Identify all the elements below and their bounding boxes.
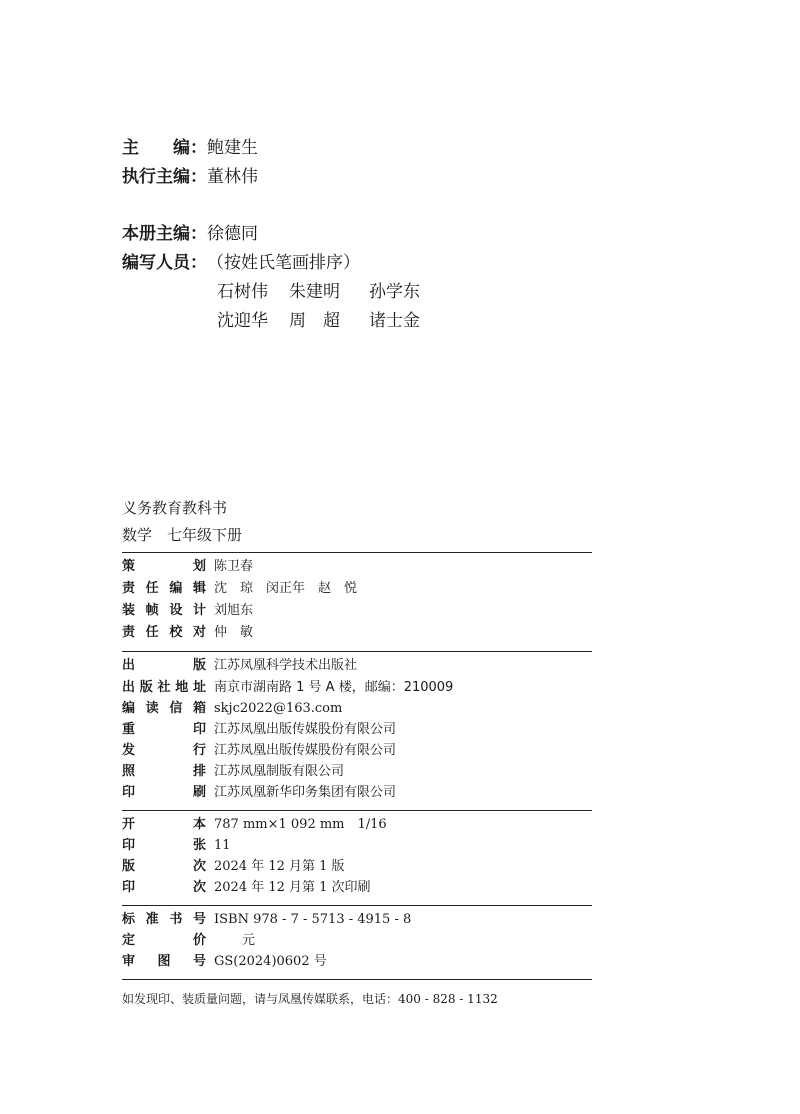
colophon-value: 沈 琼 闵正年 赵 悦 xyxy=(214,581,358,596)
colophon-key xyxy=(122,557,206,577)
colophon-key xyxy=(122,601,206,621)
chief-editor-name: 鲍建生 xyxy=(207,138,258,158)
colophon-key-text xyxy=(122,878,206,898)
colophon-key-char: 号 xyxy=(192,954,206,969)
writer-name: 孙学东 xyxy=(369,282,420,302)
writer-name: 诸士金 xyxy=(369,311,420,331)
colophon-key-char: 印 xyxy=(122,880,136,895)
colophon-key-char: 设 xyxy=(169,603,183,618)
colophon-key-char: 准 xyxy=(145,912,159,927)
colophon-key-char: 任 xyxy=(145,581,159,596)
colophon-key-char: 址 xyxy=(192,680,206,695)
colophon-key xyxy=(122,699,206,719)
colophon-key-char: 策 xyxy=(122,559,136,574)
executive-editor-name: 董林伟 xyxy=(207,167,258,187)
colophon-key xyxy=(122,656,206,676)
colophon-key xyxy=(122,952,206,972)
colophon-key-char: 责 xyxy=(122,625,136,640)
writer-name: 石树伟 xyxy=(217,282,268,302)
colophon-key-text xyxy=(122,857,206,877)
colophon-key-char: 出 xyxy=(122,680,136,695)
colophon-key-char: 排 xyxy=(192,764,206,779)
colophon-key-char: 任 xyxy=(145,625,159,640)
chief-editor-line xyxy=(122,138,258,158)
writer-name: 沈迎华 xyxy=(217,311,268,331)
colophon-key-text xyxy=(122,720,206,740)
colophon-key xyxy=(122,815,206,835)
colophon-value: ISBN 978 - 7 - 5713 - 4915 - 8 xyxy=(214,912,412,927)
colophon-key-char: 校 xyxy=(169,625,183,640)
colophon-key xyxy=(122,878,206,898)
writers-line xyxy=(122,253,360,273)
colophon-value: 江苏凤凰制版有限公司 xyxy=(214,764,345,779)
colophon-value: 南京市湖南路 1 号 A 楼，邮编：210009 xyxy=(214,680,454,695)
colophon-key-text xyxy=(122,836,206,856)
colophon-key xyxy=(122,579,206,599)
book-series-title: 义务教育教科书 xyxy=(122,499,228,517)
colophon-value: 2024 年 12 月第 1 版 xyxy=(214,859,345,874)
colophon-key xyxy=(122,762,206,782)
colophon-key-char: 开 xyxy=(122,817,136,832)
colophon-key-text xyxy=(122,678,206,698)
colophon-value: 江苏凤凰科学技术出版社 xyxy=(214,658,358,673)
executive-editor-line xyxy=(122,167,258,187)
colophon-key-char: 读 xyxy=(145,701,159,716)
colophon-key-char: 次 xyxy=(192,859,206,874)
colophon-value: 仲 敏 xyxy=(214,625,254,640)
colophon-key xyxy=(122,678,206,698)
colophon-key-text xyxy=(122,762,206,782)
colophon-value: 江苏凤凰出版传媒股份有限公司 xyxy=(214,722,397,737)
colophon-key-text xyxy=(122,623,206,643)
divider xyxy=(122,810,592,811)
writer-name: 朱建明 xyxy=(289,282,340,302)
colophon-key-char: 版 xyxy=(139,680,153,695)
colophon-key-char: 箱 xyxy=(192,701,206,716)
writers-label: 编写人员： xyxy=(122,253,207,273)
colophon-key-char: 发 xyxy=(122,743,136,758)
colophon-key-text xyxy=(122,579,206,599)
colophon-key-char: 审 xyxy=(122,954,136,969)
colophon-value: 江苏凤凰出版传媒股份有限公司 xyxy=(214,743,397,758)
colophon-key-char: 编 xyxy=(122,701,136,716)
writers-row-2 xyxy=(217,311,420,331)
colophon-key-char: 划 xyxy=(192,559,206,574)
colophon-value: 陈卫春 xyxy=(214,559,254,574)
writer-name: 周 超 xyxy=(289,311,340,331)
divider xyxy=(122,979,592,980)
volume-editor-label: 本册主编： xyxy=(122,224,207,244)
colophon-key-char: 社 xyxy=(157,680,171,695)
colophon-key-text xyxy=(122,741,206,761)
colophon-key xyxy=(122,836,206,856)
colophon-key-text xyxy=(122,783,206,803)
colophon-key-char: 价 xyxy=(192,933,206,948)
colophon-value: 2024 年 12 月第 1 次印刷 xyxy=(214,880,371,895)
colophon-key-char: 对 xyxy=(192,625,206,640)
colophon-value: skjc2022@163.com xyxy=(214,701,343,716)
colophon-key-char: 出 xyxy=(122,658,136,673)
divider xyxy=(122,651,592,652)
colophon-key-text xyxy=(122,910,206,930)
colophon-key-text xyxy=(122,699,206,719)
colophon-key-text xyxy=(122,931,206,951)
colophon-key-text xyxy=(122,952,206,972)
colophon-key-char: 装 xyxy=(122,603,136,618)
colophon-key-char: 号 xyxy=(192,912,206,927)
colophon-value: 元 xyxy=(242,933,256,948)
colophon-value: 11 xyxy=(214,838,231,853)
colophon-key xyxy=(122,741,206,761)
colophon-key-char: 定 xyxy=(122,933,136,948)
colophon-value: 787 mm×1 092 mm 1/16 xyxy=(214,817,387,832)
colophon-key-char: 图 xyxy=(157,954,171,969)
colophon-key-char: 照 xyxy=(122,764,136,779)
colophon-key xyxy=(122,720,206,740)
colophon-key xyxy=(122,783,206,803)
colophon-key-char: 刷 xyxy=(192,785,206,800)
colophon-key-text xyxy=(122,815,206,835)
colophon-key-char: 信 xyxy=(169,701,183,716)
colophon-value: 刘旭东 xyxy=(214,603,254,618)
colophon-key-char: 版 xyxy=(192,658,206,673)
colophon-key xyxy=(122,931,206,951)
volume-editor-name: 徐德同 xyxy=(207,224,258,244)
colophon-key-char: 版 xyxy=(122,859,136,874)
colophon-key-char: 计 xyxy=(192,603,206,618)
quality-contact-note: 如发现印、装质量问题，请与凤凰传媒联系，电话：400 - 828 - 1132 xyxy=(122,992,498,1006)
colophon-value: GS(2024)0602 号 xyxy=(214,954,327,969)
colophon-key-char: 本 xyxy=(192,817,206,832)
chief-editor-label: 主 编： xyxy=(122,138,207,158)
colophon-key-char: 次 xyxy=(192,880,206,895)
colophon-key-char: 编 xyxy=(169,581,183,596)
colophon-key-text xyxy=(122,656,206,676)
colophon-key-char: 印 xyxy=(122,838,136,853)
writers-row-1 xyxy=(217,282,420,302)
colophon-key-char: 重 xyxy=(122,722,136,737)
executive-editor-label: 执行主编： xyxy=(122,167,207,187)
colophon-key xyxy=(122,910,206,930)
colophon-key-char: 辑 xyxy=(192,581,206,596)
divider xyxy=(122,905,592,906)
colophon-key-char: 印 xyxy=(192,722,206,737)
colophon-key-char: 行 xyxy=(192,743,206,758)
colophon-key-text xyxy=(122,601,206,621)
colophon-key-char: 标 xyxy=(122,912,136,927)
colophon-key-char: 责 xyxy=(122,581,136,596)
volume-editor-line xyxy=(122,224,258,244)
writers-order-note: （按姓氏笔画排序） xyxy=(207,253,360,273)
book-subject-title: 数学 七年级下册 xyxy=(122,526,243,544)
colophon-key-text xyxy=(122,557,206,577)
colophon-key-char: 帧 xyxy=(145,603,159,618)
colophon-key-char: 印 xyxy=(122,785,136,800)
colophon-key-char: 张 xyxy=(192,838,206,853)
colophon-key-char: 书 xyxy=(169,912,183,927)
colophon-value: 江苏凤凰新华印务集团有限公司 xyxy=(214,785,397,800)
divider xyxy=(122,552,592,553)
colophon-key-char: 地 xyxy=(175,680,189,695)
colophon-key xyxy=(122,623,206,643)
colophon-key xyxy=(122,857,206,877)
